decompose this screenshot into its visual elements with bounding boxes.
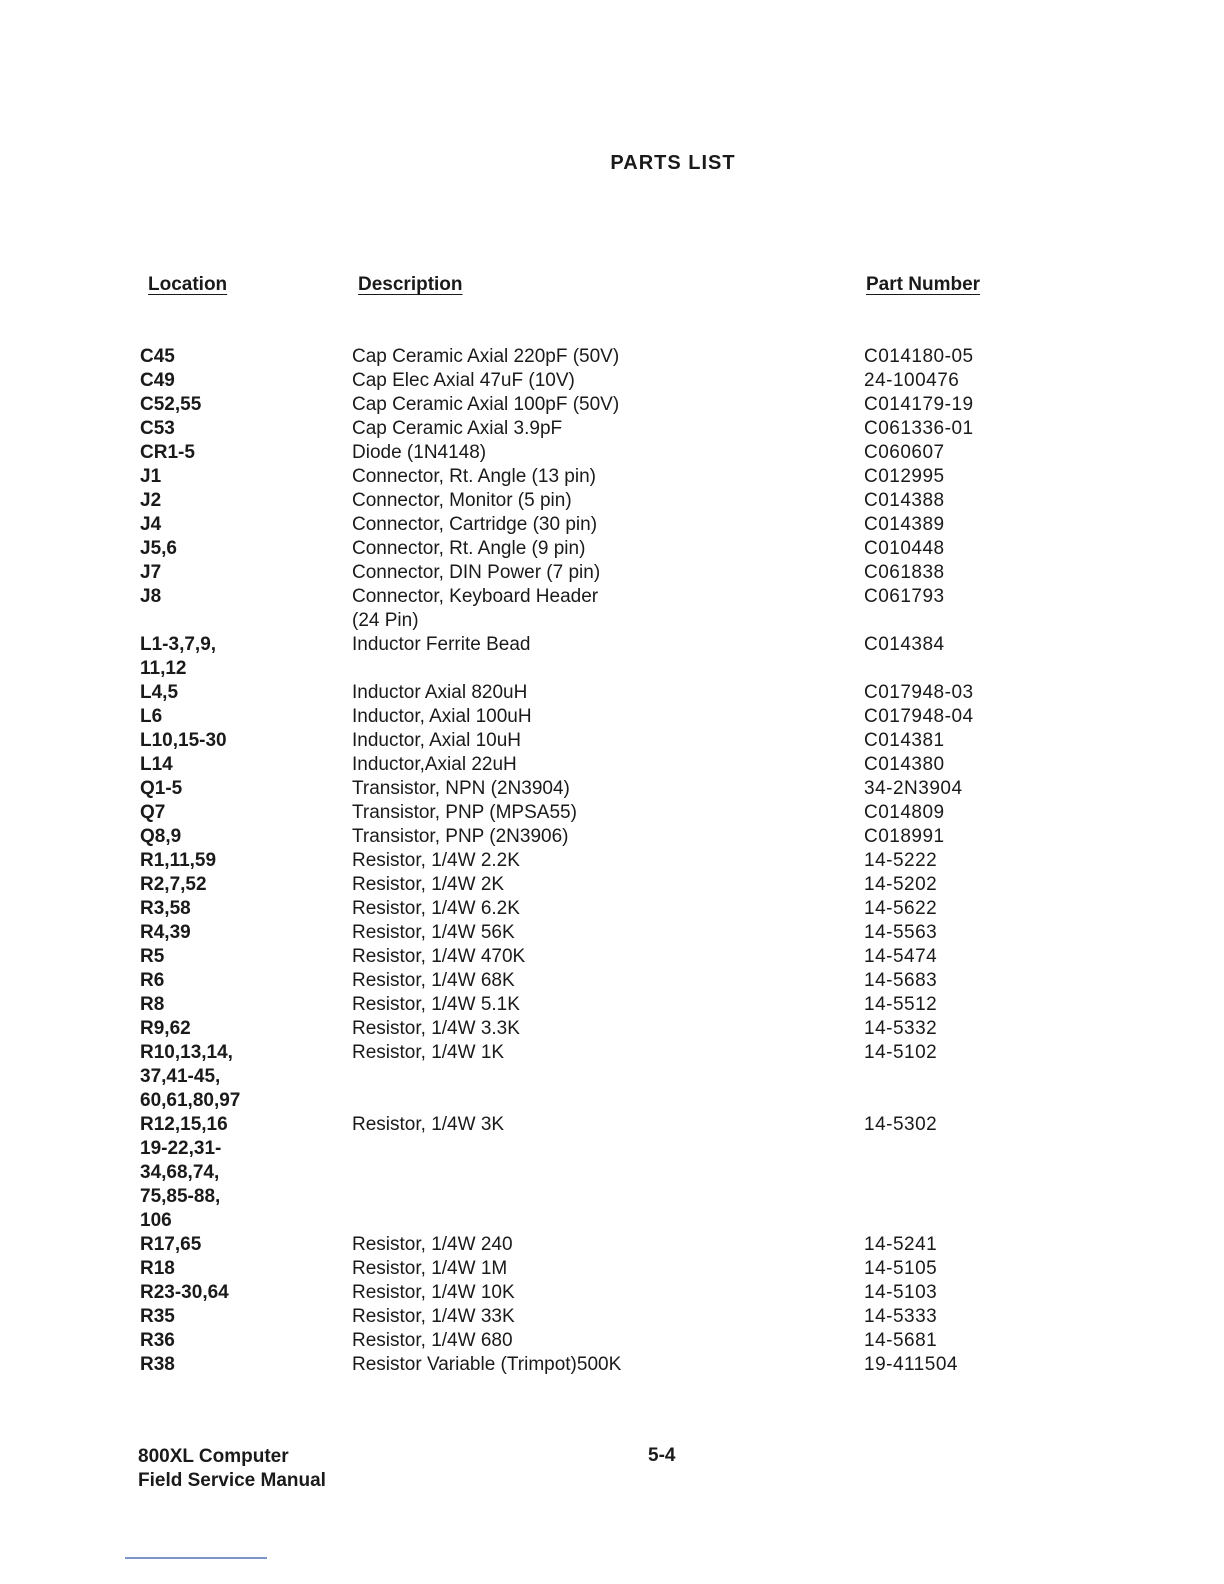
location-cell: J7 <box>140 562 162 583</box>
description-cell: Transistor, PNP (2N3906) <box>352 826 569 847</box>
table-row <box>0 417 1224 441</box>
part-number-cell: 14-5302 <box>864 1114 938 1135</box>
part-number-cell: 14-5202 <box>864 874 938 895</box>
part-number-cell: 19-411504 <box>864 1354 958 1375</box>
header-part-number: Part Number <box>866 274 981 295</box>
table-row <box>0 489 1224 513</box>
description-cell: Resistor, 1/4W 2.2K <box>352 850 520 871</box>
description-cell: Connector, Monitor (5 pin) <box>352 490 572 511</box>
location-cell: L1-3,7,9, <box>140 634 217 655</box>
table-row <box>0 1065 1224 1089</box>
description-cell: Connector, Rt. Angle (9 pin) <box>352 538 586 559</box>
table-row <box>0 921 1224 945</box>
footer-rule <box>125 1557 267 1559</box>
table-row <box>0 537 1224 561</box>
description-cell: Resistor, 1/4W 68K <box>352 970 515 991</box>
description-cell: Connector, DIN Power (7 pin) <box>352 562 601 583</box>
part-number-cell: 14-5622 <box>864 898 938 919</box>
table-row <box>0 1353 1224 1377</box>
description-cell: Resistor, 1/4W 1M <box>352 1258 508 1279</box>
part-number-cell: 14-5105 <box>864 1258 938 1279</box>
description-cell: Transistor, PNP (MPSA55) <box>352 802 577 823</box>
description-cell: Resistor Variable (Trimpot)500K <box>352 1354 622 1375</box>
part-number-cell: 14-5512 <box>864 994 938 1015</box>
description-cell: (24 Pin) <box>352 610 419 631</box>
location-cell: R1,11,59 <box>140 850 217 871</box>
table-row <box>0 873 1224 897</box>
part-number-cell: 24-100476 <box>864 370 960 391</box>
location-cell: 34,68,74, <box>140 1162 220 1183</box>
description-cell: Connector, Keyboard Header <box>352 586 599 607</box>
table-row <box>0 1305 1224 1329</box>
location-cell: R8 <box>140 994 165 1015</box>
part-number-cell: 14-5681 <box>864 1330 938 1351</box>
description-cell: Inductor,Axial 22uH <box>352 754 517 775</box>
description-cell: Cap Ceramic Axial 220pF (50V) <box>352 346 620 367</box>
part-number-cell: 14-5333 <box>864 1306 938 1327</box>
table-row <box>0 1329 1224 1353</box>
location-cell: R5 <box>140 946 165 967</box>
table-row <box>0 369 1224 393</box>
part-number-cell: C010448 <box>864 538 945 559</box>
table-row <box>0 657 1224 681</box>
description-cell: Resistor, 1/4W 240 <box>352 1234 513 1255</box>
part-number-cell: C060607 <box>864 442 945 463</box>
part-number-cell: 34-2N3904 <box>864 778 963 799</box>
description-cell: Resistor, 1/4W 56K <box>352 922 515 943</box>
location-cell: R12,15,16 <box>140 1114 228 1135</box>
header-location: Location <box>148 274 228 295</box>
location-cell: Q7 <box>140 802 166 823</box>
part-number-cell: C014388 <box>864 490 945 511</box>
table-row <box>0 513 1224 537</box>
location-cell: J1 <box>140 466 162 487</box>
location-cell: R17,65 <box>140 1234 202 1255</box>
location-cell: J2 <box>140 490 162 511</box>
table-row <box>0 1209 1224 1233</box>
part-number-cell: C018991 <box>864 826 945 847</box>
part-number-cell: C014384 <box>864 634 945 655</box>
location-cell: 37,41-45, <box>140 1066 221 1087</box>
header-description: Description <box>358 274 463 295</box>
table-row <box>0 681 1224 705</box>
table-row <box>0 1257 1224 1281</box>
location-cell: R36 <box>140 1330 175 1351</box>
table-row <box>0 729 1224 753</box>
description-cell: Inductor, Axial 100uH <box>352 706 532 727</box>
part-number-cell: C014180-05 <box>864 346 974 367</box>
table-row <box>0 633 1224 657</box>
description-cell: Connector, Cartridge (30 pin) <box>352 514 598 535</box>
part-number-cell: C012995 <box>864 466 945 487</box>
table-row <box>0 561 1224 585</box>
location-cell: R23-30,64 <box>140 1282 229 1303</box>
description-cell: Resistor, 1/4W 680 <box>352 1330 513 1351</box>
location-cell: CR1-5 <box>140 442 195 463</box>
table-row <box>0 585 1224 609</box>
part-number-cell: C061336-01 <box>864 418 974 439</box>
part-number-cell: C061838 <box>864 562 945 583</box>
description-cell: Cap Elec Axial 47uF (10V) <box>352 370 575 391</box>
location-cell: C53 <box>140 418 175 439</box>
table-row <box>0 993 1224 1017</box>
table-row <box>0 1281 1224 1305</box>
table-row <box>0 1233 1224 1257</box>
parts-table <box>0 345 1224 1377</box>
part-number-cell: 14-5683 <box>864 970 938 991</box>
location-cell: R6 <box>140 970 165 991</box>
location-cell: J4 <box>140 514 162 535</box>
part-number-cell: 14-5222 <box>864 850 938 871</box>
location-cell: C45 <box>140 346 175 367</box>
table-row <box>0 393 1224 417</box>
table-row <box>0 945 1224 969</box>
part-number-cell: C014389 <box>864 514 945 535</box>
location-cell: R9,62 <box>140 1018 191 1039</box>
location-cell: R18 <box>140 1258 175 1279</box>
location-cell: L4,5 <box>140 682 179 703</box>
table-row <box>0 801 1224 825</box>
description-cell: Transistor, NPN (2N3904) <box>352 778 570 799</box>
table-row <box>0 849 1224 873</box>
table-row <box>0 1017 1224 1041</box>
description-cell: Connector, Rt. Angle (13 pin) <box>352 466 596 487</box>
description-cell: Inductor Axial 820uH <box>352 682 528 703</box>
location-cell: 75,85-88, <box>140 1186 221 1207</box>
description-cell: Resistor, 1/4W 470K <box>352 946 526 967</box>
location-cell: 11,12 <box>140 658 187 679</box>
table-row <box>0 441 1224 465</box>
table-row <box>0 897 1224 921</box>
location-cell: R35 <box>140 1306 175 1327</box>
description-cell: Inductor, Axial 10uH <box>352 730 521 751</box>
description-cell: Cap Ceramic Axial 100pF (50V) <box>352 394 620 415</box>
table-row <box>0 777 1224 801</box>
part-number-cell: 14-5103 <box>864 1282 938 1303</box>
part-number-cell: 14-5474 <box>864 946 938 967</box>
location-cell: C49 <box>140 370 175 391</box>
description-cell: Cap Ceramic Axial 3.9pF <box>352 418 563 439</box>
description-cell: Resistor, 1/4W 3.3K <box>352 1018 520 1039</box>
part-number-cell: C014809 <box>864 802 945 823</box>
location-cell: Q8,9 <box>140 826 182 847</box>
part-number-cell: C014179-19 <box>864 394 974 415</box>
description-cell: Inductor Ferrite Bead <box>352 634 531 655</box>
table-row <box>0 705 1224 729</box>
table-row <box>0 465 1224 489</box>
table-row <box>0 969 1224 993</box>
location-cell: 106 <box>140 1210 172 1231</box>
location-cell: J5,6 <box>140 538 177 559</box>
part-number-cell: 14-5102 <box>864 1042 938 1063</box>
description-cell: Resistor, 1/4W 10K <box>352 1282 515 1303</box>
location-cell: R3,58 <box>140 898 191 919</box>
part-number-cell: C014380 <box>864 754 945 775</box>
description-cell: Resistor, 1/4W 1K <box>352 1042 505 1063</box>
table-row <box>0 1041 1224 1065</box>
part-number-cell: 14-5563 <box>864 922 938 943</box>
location-cell: L14 <box>140 754 173 775</box>
location-cell: L6 <box>140 706 163 727</box>
location-cell: L10,15-30 <box>140 730 227 751</box>
location-cell: R10,13,14, <box>140 1042 233 1063</box>
table-row <box>0 1137 1224 1161</box>
table-row <box>0 1113 1224 1137</box>
part-number-cell: C014381 <box>864 730 945 751</box>
location-cell: C52,55 <box>140 394 202 415</box>
page-title: PARTS LIST <box>610 152 736 174</box>
table-row <box>0 825 1224 849</box>
page-number: 5-4 <box>648 1445 676 1466</box>
table-row <box>0 1161 1224 1185</box>
footer-line-1: 800XL Computer <box>138 1446 289 1467</box>
description-cell: Resistor, 1/4W 33K <box>352 1306 515 1327</box>
part-number-cell: C017948-03 <box>864 682 974 703</box>
location-cell: 60,61,80,97 <box>140 1090 241 1111</box>
table-row <box>0 1089 1224 1113</box>
part-number-cell: C017948-04 <box>864 706 974 727</box>
description-cell: Resistor, 1/4W 5.1K <box>352 994 520 1015</box>
table-row <box>0 753 1224 777</box>
table-row <box>0 1185 1224 1209</box>
description-cell: Diode (1N4148) <box>352 442 487 463</box>
location-cell: R2,7,52 <box>140 874 207 895</box>
location-cell: J8 <box>140 586 162 607</box>
location-cell: R4,39 <box>140 922 191 943</box>
part-number-cell: 14-5332 <box>864 1018 938 1039</box>
location-cell: 19-22,31- <box>140 1138 222 1159</box>
table-row <box>0 609 1224 633</box>
description-cell: Resistor, 1/4W 6.2K <box>352 898 520 919</box>
location-cell: Q1-5 <box>140 778 183 799</box>
description-cell: Resistor, 1/4W 2K <box>352 874 505 895</box>
table-row <box>0 345 1224 369</box>
part-number-cell: C061793 <box>864 586 945 607</box>
footer-line-2: Field Service Manual <box>138 1470 326 1491</box>
description-cell: Resistor, 1/4W 3K <box>352 1114 505 1135</box>
location-cell: R38 <box>140 1354 175 1375</box>
part-number-cell: 14-5241 <box>864 1234 938 1255</box>
footer-manual-title <box>138 1445 326 1493</box>
